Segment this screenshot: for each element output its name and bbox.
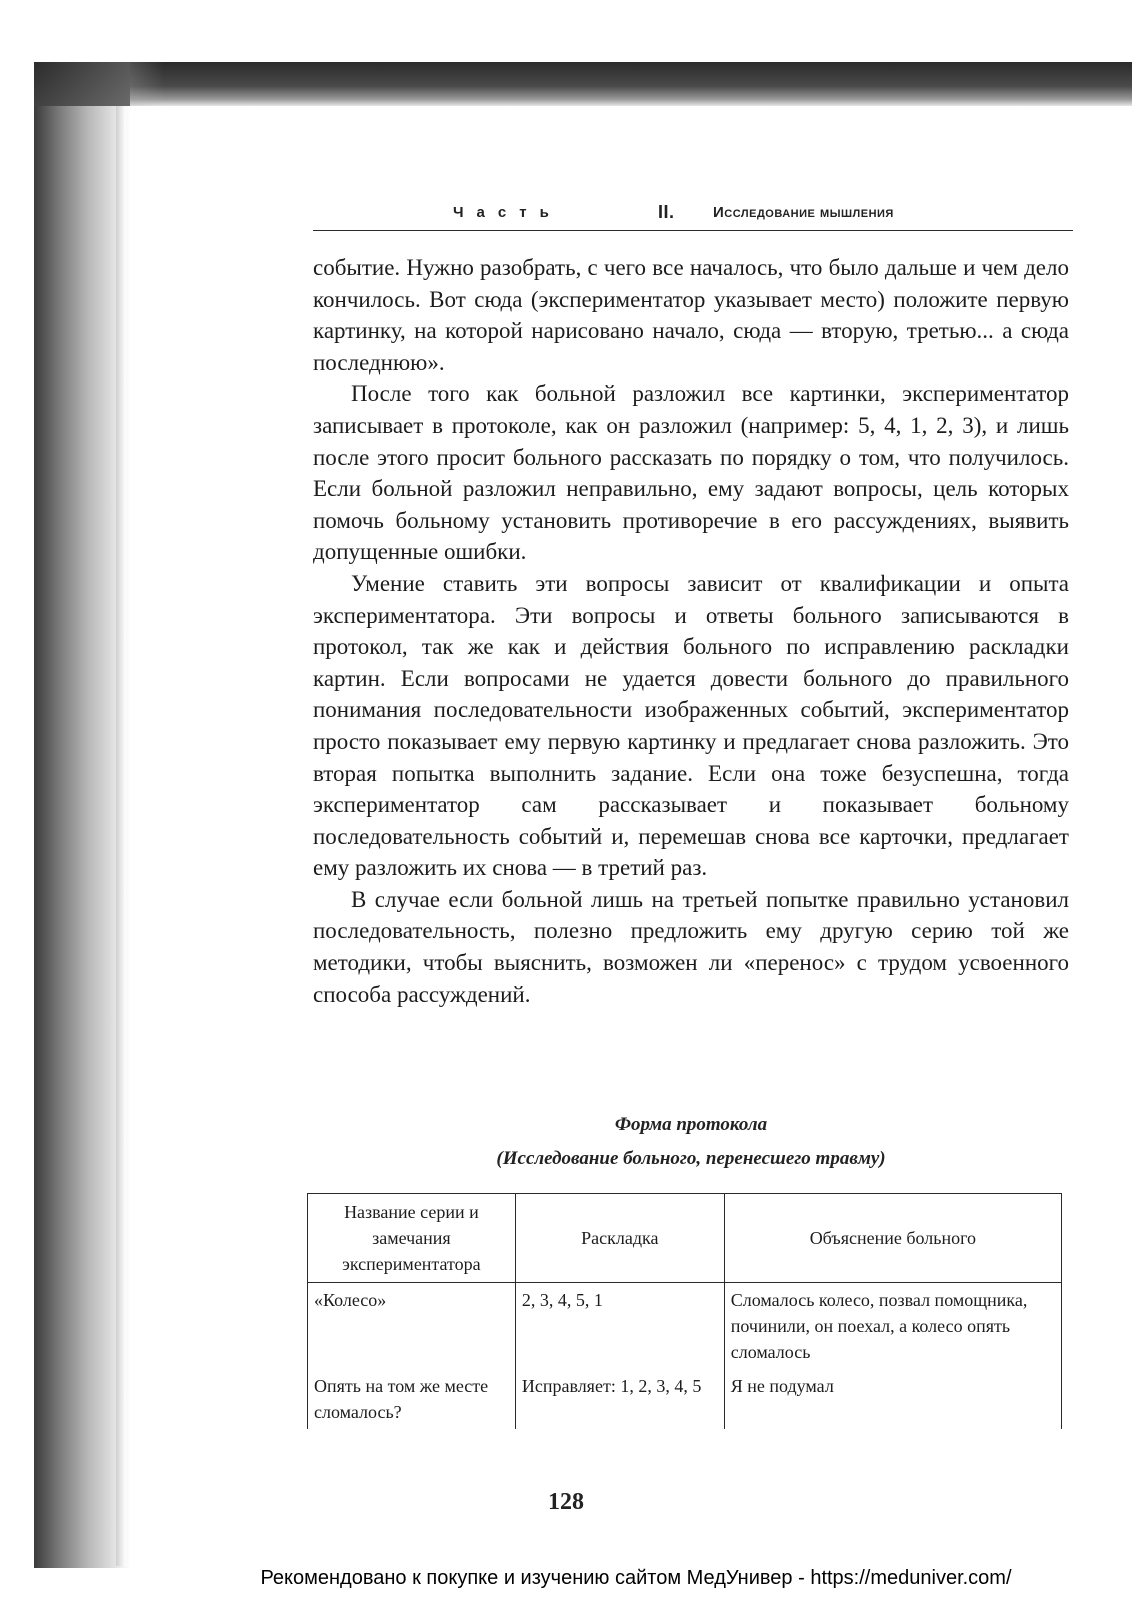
paragraph: Умение ставить эти вопросы зависит от квалификации и опыта экспериментатора. Эти вопросы и ответы больного записываются в протокол, так же как и действия больного по исправлению раскладки картин. Если вопросами не удается довести больного до правильного понимания последовательности изображенных событий, экспериментатор просто показывает ему первую картинку и предлагает снова разложить. Это вторая попытка выполнить задание. Если она тоже безуспешна, тогда экспериментатор сам рассказывает и показывает больному последовательность событий и, перемешав снова все карточки, предлагает ему разложить их снова — в третий раз. [313, 570, 1069, 881]
scan-gutter-top [34, 62, 1132, 106]
header-part-word: Часть [453, 204, 562, 221]
table-caption-subtitle: (Исследование больного, перенесшего травму) [496, 1148, 886, 1169]
table-cell: Я не подумал [724, 1369, 1061, 1429]
table-header-cell: Название серии и замечания экспериментатора [308, 1194, 516, 1283]
table-caption-title: Форма протокола [614, 1114, 768, 1135]
table-cell: Сломалось колесо, позвал помощника, починили, он поехал, а колесо опять сломалось [724, 1283, 1061, 1370]
footer-note [0, 1567, 1132, 1590]
paragraph: В случае если больной лишь на третьей попытке правильно установил последовательность, полезно предложить ему другую серию той же методики, чтобы выяснить, возможен ли «перенос» с трудом усвоенного способа рассуждений. [313, 886, 1069, 1007]
table-cell: 2, 3, 4, 5, 1 [515, 1283, 724, 1370]
footer-text: Рекомендовано к покупке и изучению сайтом МедУнивер - https://meduniver.com/ [260, 1567, 1012, 1589]
table-row [308, 1283, 1062, 1370]
page-edge-shadow [116, 106, 126, 1566]
table-header-cell: Объяснение больного [724, 1194, 1061, 1283]
table-cell: Опять на том же месте сломалось? [308, 1369, 516, 1429]
table-header-row [308, 1194, 1062, 1283]
body-text [313, 252, 1069, 1010]
paragraph: После того как больной разложил все картинки, экспериментатор записывает в протоколе, как он разложил (например: 5, 4, 1, 2, 3), и лишь после этого просит больного рассказать по порядку о том, что получилось. Если больной разложил неправильно, ему задают вопросы, цель которых помочь больному установить противоречие в его рассуждениях, выявить допущенные ошибки. [313, 381, 1069, 565]
table-header-cell: Раскладка [515, 1194, 724, 1283]
scan-gutter-corner [34, 62, 130, 106]
table-cell: Исправляет: 1, 2, 3, 4, 5 [515, 1369, 724, 1429]
table-cell: «Колесо» [308, 1283, 516, 1370]
running-header [313, 200, 1073, 231]
page-number: 128 [548, 1489, 584, 1515]
protocol-table [307, 1193, 1062, 1429]
table-row [308, 1369, 1062, 1429]
paragraph: событие. Нужно разобрать, с чего все началось, что было дальше и чем дело кончилось. Вот сюда (экспериментатор указывает место) положите первую картинку, на которой нарисовано начало, сюда — вторую, третью... а сюда последнюю». [313, 255, 1069, 375]
header-section-title: Исследование мышления [713, 204, 894, 221]
header-part-number: II. [658, 202, 675, 222]
